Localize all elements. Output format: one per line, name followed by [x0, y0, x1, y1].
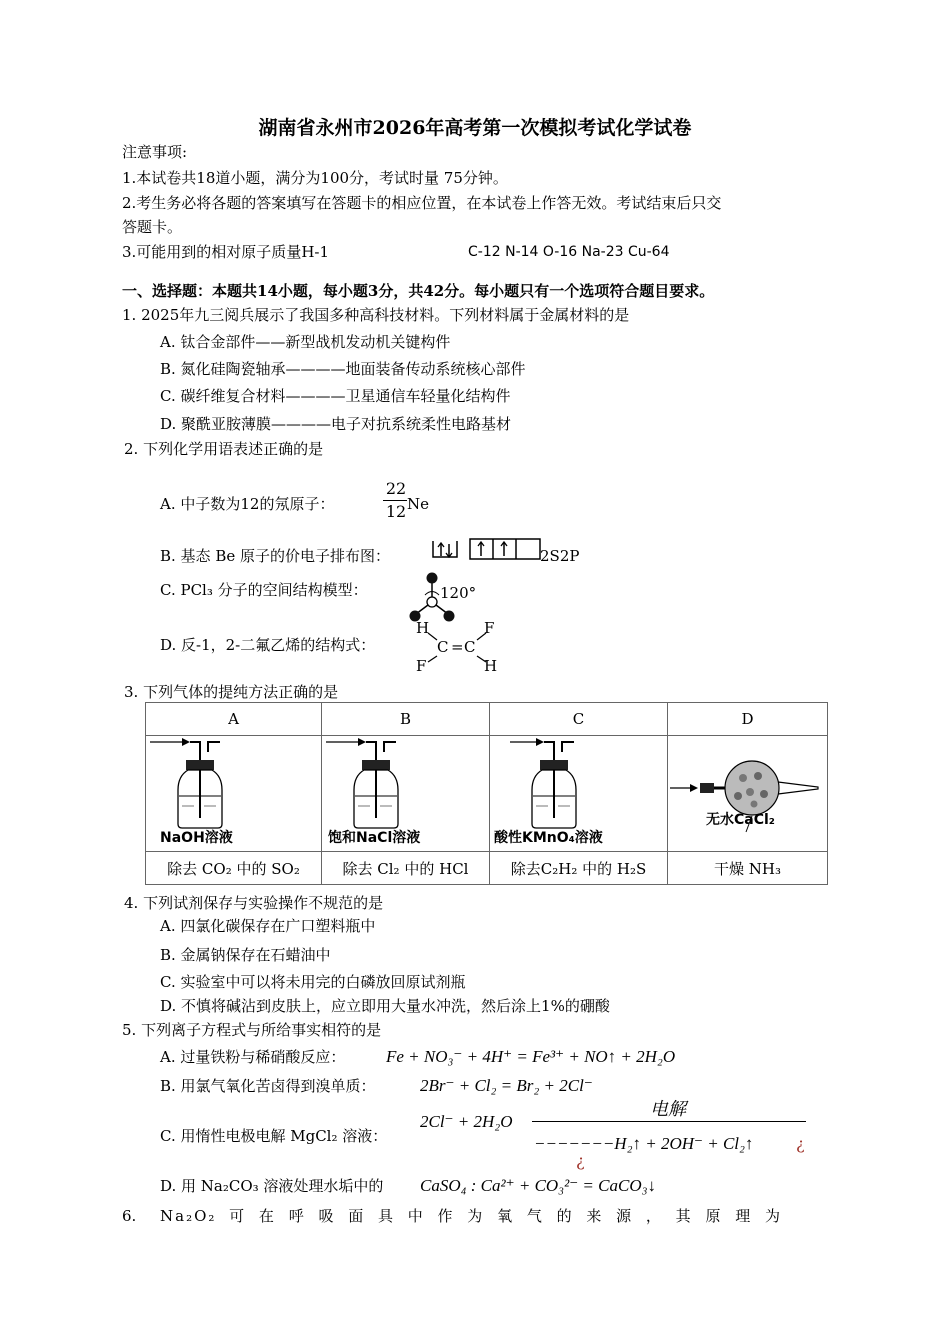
bond-lines — [420, 628, 500, 668]
q1-stem: 1. 2025年九三阅兵展示了我国多种高科技材料。下列材料属于金属材料的是 — [122, 306, 630, 324]
q2-orbital-labels: 2S2P — [540, 547, 580, 565]
q2-atomic-number: 12 — [385, 502, 407, 521]
q2-option-d: D. 反-1，2-二氟乙烯的结构式： — [160, 636, 376, 654]
notice-3: 3.可能用到的相对原子质量H-1 — [122, 243, 330, 261]
header-c: C — [490, 703, 668, 736]
method-d: 干燥 NH₃ — [668, 852, 828, 885]
double-bond: = — [451, 638, 464, 656]
apparatus-b — [322, 736, 490, 852]
garbled-glyph: ¿ — [796, 1134, 805, 1153]
drying-tube-icon — [668, 736, 828, 851]
page-title: 湖南省永州市2026年高考第一次模拟考试化学试卷 — [258, 117, 692, 139]
q2-option-a: A. 中子数为12的氖原子： — [160, 495, 335, 513]
atom-h2: H — [484, 657, 498, 675]
q4-option-b: B. 金属钠保存在石蜡油中 — [160, 946, 331, 964]
apparatus-c — [490, 736, 668, 852]
reagent-a: NaOH溶液 — [160, 830, 233, 846]
notice-2-cont: 答题卡。 — [122, 218, 183, 236]
q4-option-a: A. 四氯化碳保存在广口塑料瓶中 — [160, 917, 376, 935]
q3-stem: 3. 下列气体的提纯方法正确的是 — [124, 683, 339, 701]
header-d: D — [668, 703, 828, 736]
header-b: B — [322, 703, 490, 736]
q1-option-d: D. 聚酰亚胺薄膜————电子对抗系统柔性电路基材 — [160, 415, 512, 433]
method-a: 除去 CO₂ 中的 SO₂ — [146, 852, 322, 885]
atom-c2: C — [464, 638, 476, 656]
atom-c1: C — [437, 638, 449, 656]
q6-number: 6. — [122, 1207, 137, 1225]
q2-stem: 2. 下列化学用语表述正确的是 — [124, 440, 324, 458]
q5-option-a: A. 过量铁粉与稀硝酸反应： — [160, 1048, 346, 1066]
notice-2: 2.考生务必将各题的答案填写在答题卡的相应位置，在本试卷上作答无效。考试结束后只交 — [122, 194, 722, 212]
bond-angle-label: 120° — [440, 584, 477, 602]
q1-option-a: A. 钛合金部件——新型战机发动机关键构件 — [160, 333, 451, 351]
q2-option-b: B. 基态 Be 原子的价电子排布图： — [160, 547, 390, 565]
apparatus-d — [668, 736, 828, 852]
q1-option-c: C. 碳纤维复合材料————卫星通信车轻量化结构件 — [160, 387, 511, 405]
q5-option-d: D. 用 Na₂CO₃ 溶液处理水垢中的 — [160, 1177, 384, 1195]
q5-stem: 5. 下列离子方程式与所给事实相符的是 — [122, 1021, 382, 1039]
notice-heading: 注意事项: — [122, 143, 188, 161]
q5-equation-d: CaSO₄ : Ca²⁺ + CO₃²⁻ = CaCO₃↓ — [420, 1176, 656, 1195]
gas-purification-table — [145, 702, 828, 885]
q5-equation-c-left: 2Cl⁻ + 2H₂O — [420, 1112, 513, 1131]
q5-option-b: B. 用氯气氧化苦卤得到溴单质： — [160, 1077, 376, 1095]
q5-option-c: C. 用惰性电极电解 MgCl₂ 溶液： — [160, 1127, 388, 1145]
q5-equation-b: 2Br⁻ + Cl₂ = Br₂ + 2Cl⁻ — [420, 1076, 593, 1095]
fraction-bar — [383, 500, 407, 501]
q4-option-d: D. 不慎将碱沾到皮肤上，应立即用大量水冲洗，然后涂上1%的硼酸 — [160, 997, 610, 1015]
q1-option-b: B. 氮化硅陶瓷轴承————地面装备传动系统核心部件 — [160, 360, 526, 378]
apparatus-a — [146, 736, 322, 852]
atom-h1: H — [416, 619, 430, 637]
method-c: 除去C₂H₂ 中的 H₂S — [490, 852, 668, 885]
atom-f1: F — [484, 619, 495, 637]
method-b: 除去 Cl₂ 中的 HCl — [322, 852, 490, 885]
q4-option-c: C. 实验室中可以将未用完的白磷放回原试剂瓶 — [160, 973, 466, 991]
notice-3-masses: C-12 N-14 O-16 Na-23 Cu-64 — [468, 244, 670, 260]
section-heading: 一、选择题：本题共14小题，每小题3分，共42分。每小题只有一个选项符合题目要求。 — [122, 282, 715, 300]
reagent-b: 饱和NaCl溶液 — [328, 830, 421, 846]
q5-equation-a: Fe + NO₃⁻ + 4H⁺ = Fe³⁺ + NO↑ + 2H₂O — [386, 1047, 676, 1066]
orbital-diagram — [430, 537, 542, 561]
electrolysis-condition: 电解 — [650, 1099, 686, 1120]
garbled-glyph: ¿ — [576, 1151, 585, 1170]
q2-option-c: C. PCl₃ 分子的空间结构模型： — [160, 581, 368, 599]
header-a: A — [146, 703, 322, 736]
q2-neon-symbol: Ne — [407, 495, 430, 513]
reagent-c: 酸性KMnO₄溶液 — [494, 830, 603, 846]
q4-stem: 4. 下列试剂保存与实验操作不规范的是 — [124, 894, 384, 912]
notice-1: 1.本试卷共18道小题，满分为100分，考试时量 75分钟。 — [122, 169, 508, 187]
reaction-arrow-line — [532, 1121, 806, 1122]
reagent-d: 无水CaCl₂ — [706, 812, 775, 828]
atom-f2: F — [416, 657, 427, 675]
q2-mass-number: 22 — [385, 479, 407, 498]
q6-stem: Na₂O₂ 可 在 呼 吸 面 具 中 作 为 氧 气 的 来 源 ， 其 原 理 为 — [160, 1207, 782, 1225]
q5-equation-c-right: −−−−−−−H₂↑ + 2OH⁻ + Cl₂↑ — [534, 1134, 754, 1153]
